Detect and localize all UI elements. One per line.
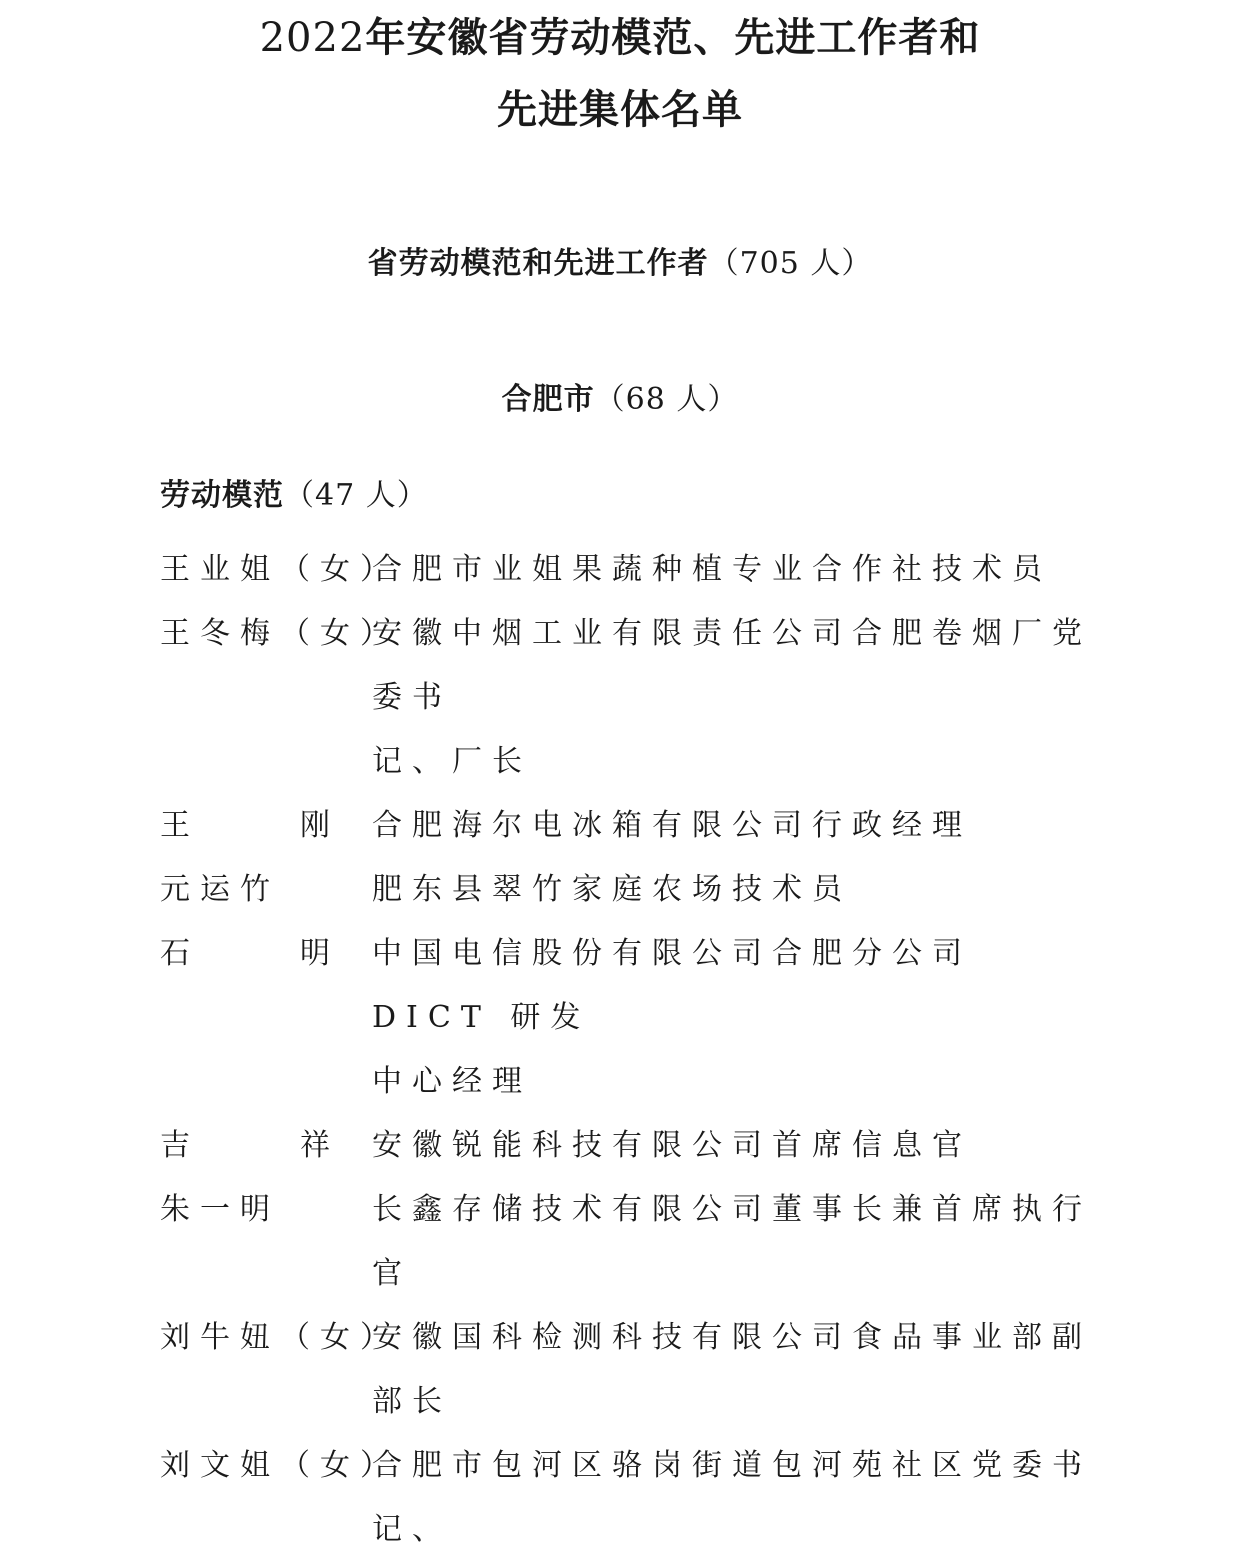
document-title-line-2: 先进集体名单 [497, 86, 743, 133]
category-heading [160, 474, 428, 518]
person-name: 朱一明 [160, 1192, 280, 1227]
person-role: 合肥市包河区骆岗街道包河苑社区党委书记、 [372, 1448, 1092, 1547]
city-count: （68 人） [594, 382, 739, 417]
title-year: 2022 [259, 15, 366, 61]
person-name: 王冬梅（女） [160, 616, 400, 651]
person-name: 刘文姐（女） [160, 1448, 400, 1483]
list-item [160, 1306, 1100, 1434]
list-item [160, 1114, 1100, 1178]
section-count: （705 人） [708, 246, 873, 281]
person-role: 合肥海尔电冰箱有限公司行政经理 [372, 808, 972, 843]
person-name: 吉 祥 [160, 1128, 370, 1163]
section-name: 省劳动模范和先进工作者 [367, 246, 709, 281]
list-item [160, 858, 1100, 922]
list-item [160, 1434, 1100, 1562]
person-role: 合肥市业姐果蔬种植专业合作社技术员 [372, 552, 1052, 587]
list-item [160, 922, 1100, 1114]
person-role: 安徽国科检测科技有限公司食品事业部副部长 [372, 1320, 1092, 1419]
document-title-line-1 [0, 8, 1240, 68]
person-name: 王 刚 [160, 808, 370, 843]
person-name: 刘牛妞（女） [160, 1320, 400, 1355]
person-list [160, 538, 1100, 1562]
section-heading [0, 242, 1240, 286]
category-count: （47 人） [284, 478, 428, 513]
city-heading [0, 378, 1240, 422]
person-role: 肥东县翠竹家庭农场技术员 [372, 872, 852, 907]
category-name: 劳动模范 [160, 478, 284, 513]
title-line-1-text: 年安徽省劳动模范、先进工作者和 [365, 14, 981, 61]
list-item [160, 794, 1100, 858]
person-role: 中国电信股份有限公司合肥分公司 DICT 研发 中心经理 [372, 936, 972, 1099]
person-name: 石 明 [160, 936, 370, 971]
city-name: 合肥市 [501, 382, 595, 417]
person-name: 元运竹 [160, 872, 280, 907]
person-role: 长鑫存储技术有限公司董事长兼首席执行官 [372, 1192, 1092, 1291]
person-name: 王业姐（女） [160, 552, 400, 587]
list-item [160, 538, 1100, 602]
person-role: 安徽中烟工业有限责任公司合肥卷烟厂党委书 记、厂长 [372, 616, 1092, 779]
list-item [160, 1178, 1100, 1306]
person-role: 安徽锐能科技有限公司首席信息官 [372, 1128, 972, 1163]
list-item [160, 602, 1100, 794]
